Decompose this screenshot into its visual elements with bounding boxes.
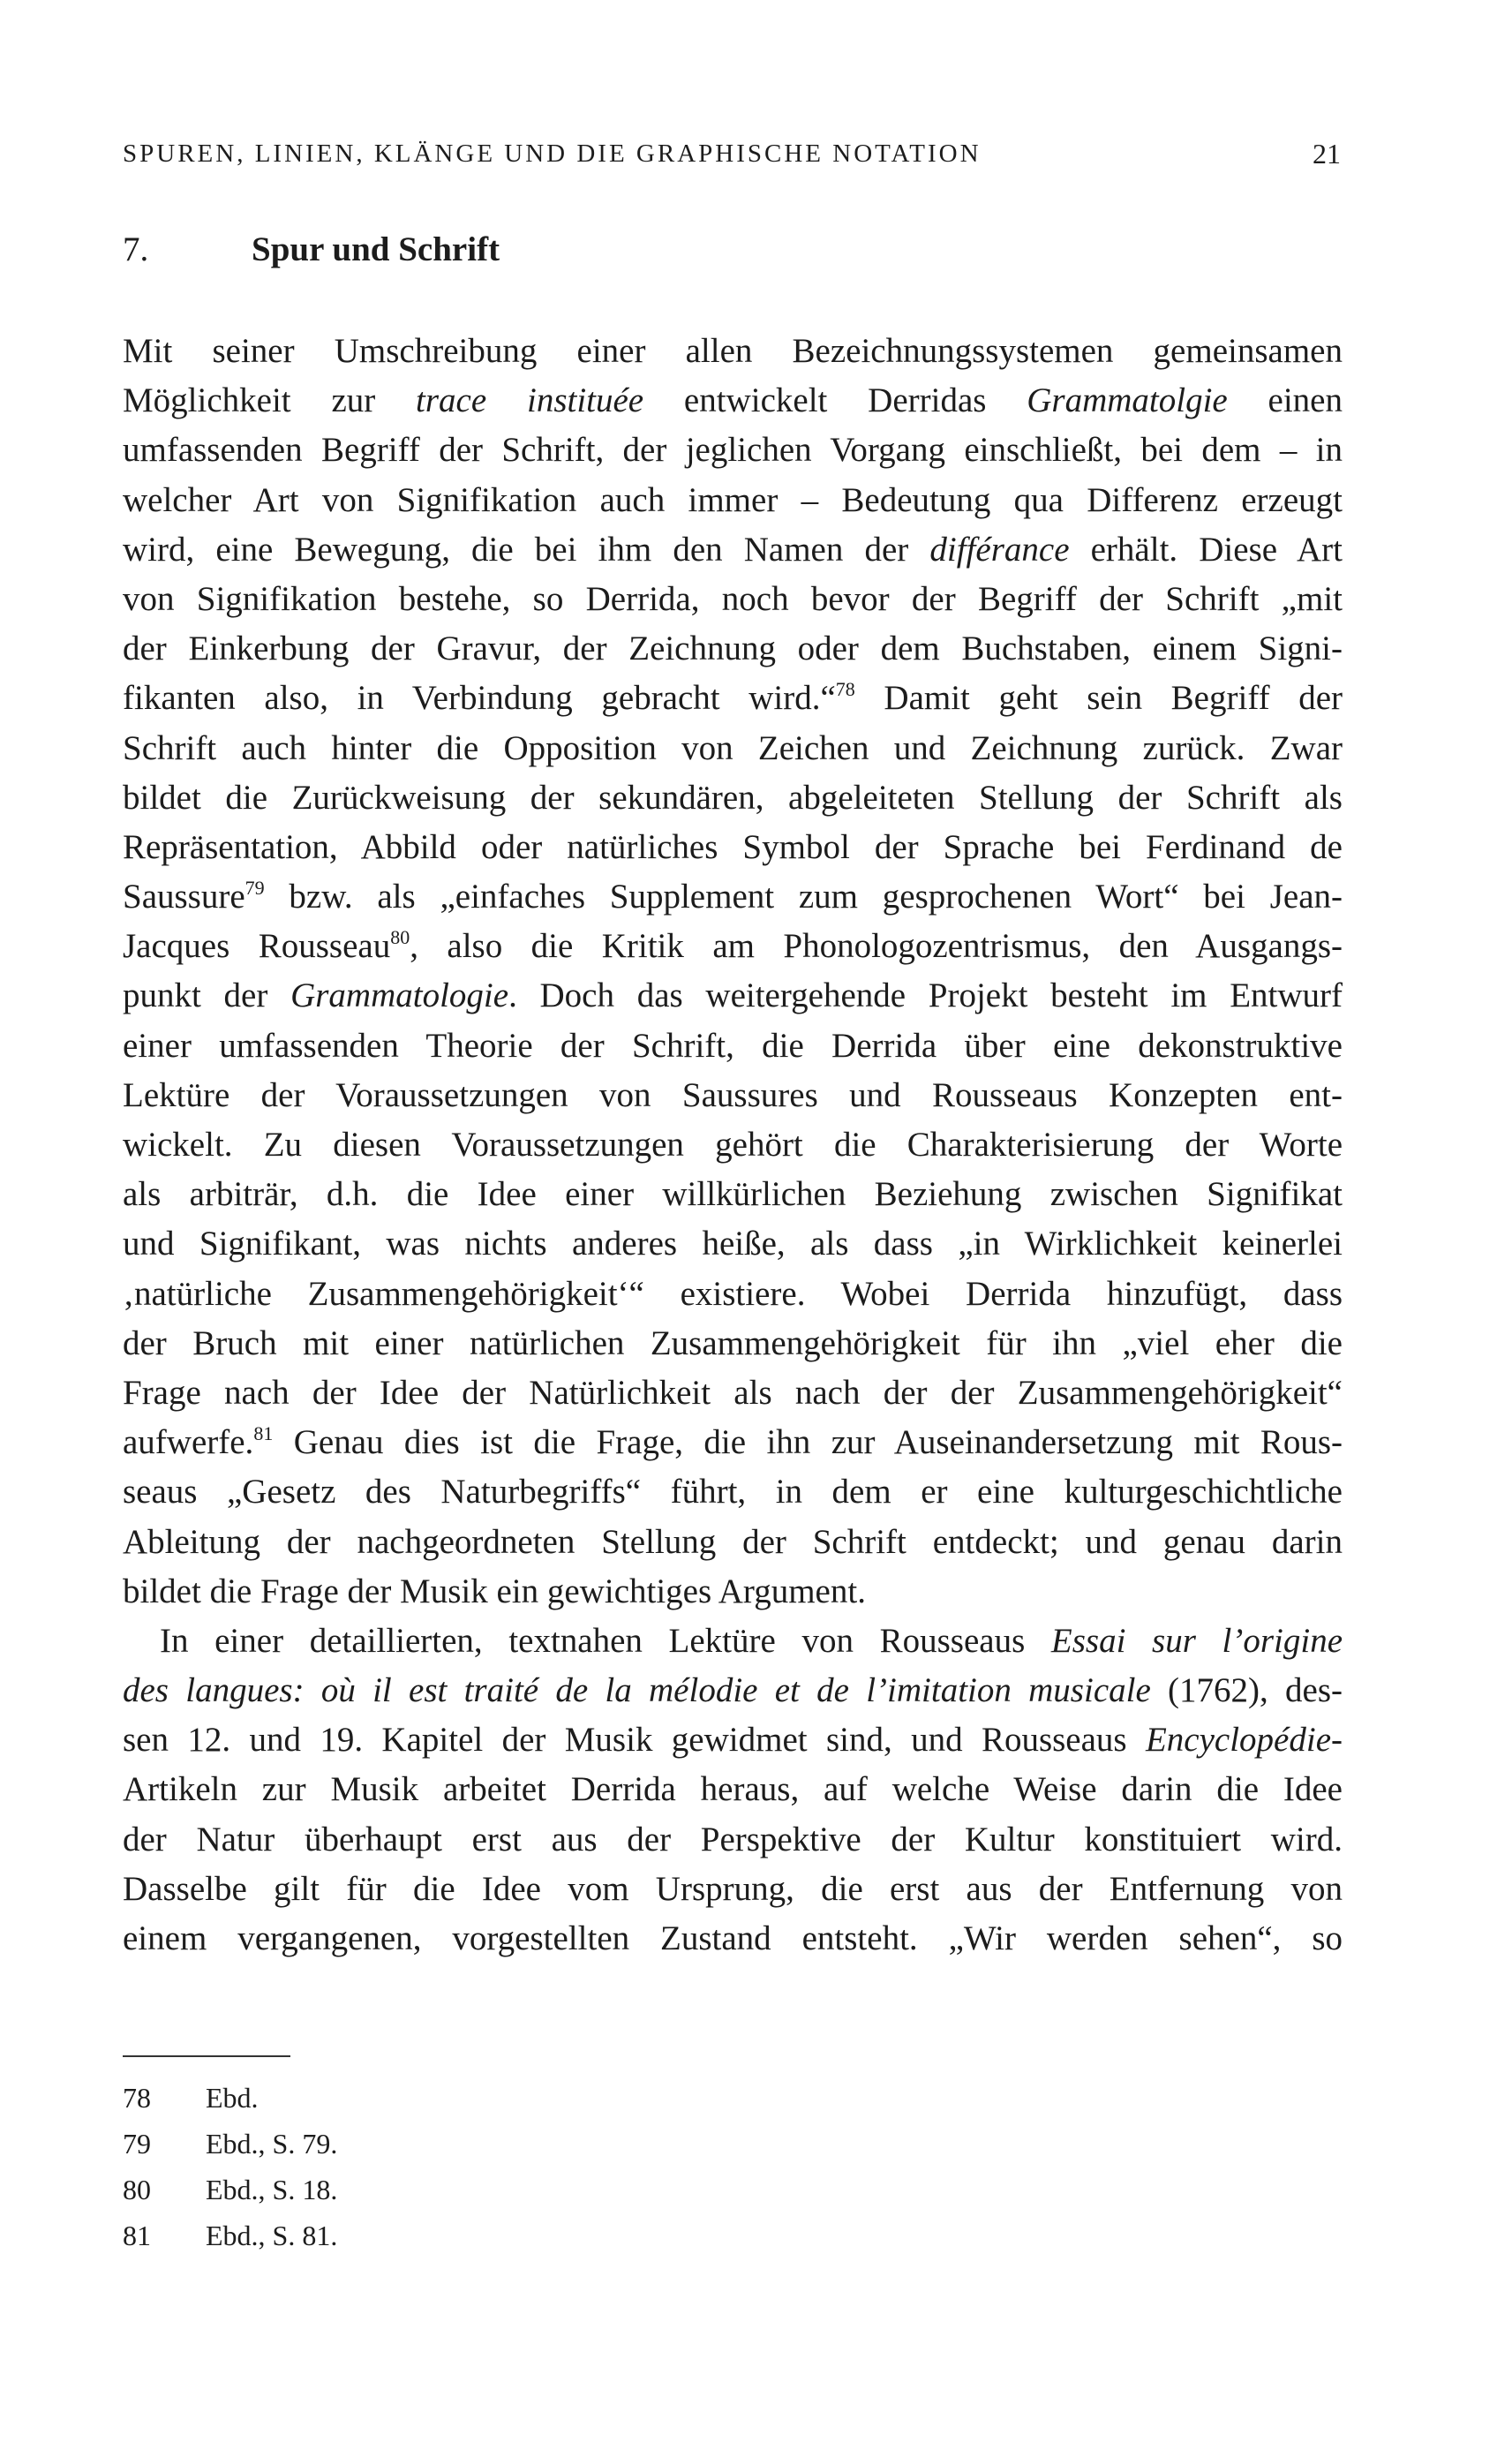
running-title: SPUREN, LINIEN, KLÄNGE UND DIE GRAPHISCHE NOTATION (123, 139, 982, 168)
italic-term: différance (929, 530, 1070, 569)
text-line (123, 1021, 1343, 1071)
text-run: entwickelt Derridas (643, 381, 1027, 420)
text-line (123, 1567, 1343, 1617)
italic-title: Grammatolgie (1027, 381, 1228, 420)
footnote-number: 78 (123, 2082, 151, 2114)
footnote-number: 81 (123, 2220, 151, 2251)
text-run: von Signifikation bestehe, so Derrida, noch bevor der Begriff der Schrift „mit (123, 579, 1343, 618)
text-line (123, 1170, 1343, 1219)
footnote-ref[interactable]: 80 (390, 926, 410, 949)
text-line (123, 971, 1343, 1021)
text-line (123, 1120, 1343, 1170)
footnote (123, 2213, 829, 2258)
page-number: 21 (1313, 138, 1341, 170)
text-run: Möglichkeit zur (123, 381, 417, 420)
text-run: Lektüre der Voraussetzungen von Saussures und Rousseaus Konzepten ent- (123, 1075, 1343, 1114)
text-run: sen 12. und 19. Kapitel der Musik gewidmet sind, und Rousseaus (123, 1721, 1146, 1760)
text-run: punkt der (123, 976, 291, 1015)
text-line (123, 525, 1343, 575)
text-run: . Doch das weitergehende Projekt besteht im Entwurf (508, 976, 1343, 1015)
section-heading (123, 223, 500, 276)
text-run: Mit seiner Umschreibung einer allen Bezeichnungssystemen gemeinsamen (123, 332, 1343, 370)
italic-term: trace instituée (416, 381, 644, 420)
text-run: ‚natürliche Zusammengehörigkeit‘“ existiere. Wobei Derrida hinzufügt, dass (123, 1274, 1343, 1313)
footnote-ref[interactable]: 81 (253, 1422, 274, 1445)
text-run: welcher Art von Signifikation auch immer – Bedeutung qua Differenz erzeugt (123, 480, 1343, 519)
text-run: bildet die Frage der Musik ein gewichtiges Argument. (123, 1572, 866, 1610)
text-run: Saussure (123, 878, 245, 916)
text-line (123, 1666, 1343, 1715)
text-line (123, 476, 1343, 525)
italic-title: des langues: où il est traité de la mélodie et de l’imitation musicale (123, 1671, 1151, 1710)
section-number: 7. (123, 230, 149, 268)
text-run: Jacques Rousseau (123, 927, 391, 966)
text-run: erhält. Diese Art (1069, 530, 1343, 569)
text-run: wird, eine Bewegung, die bei ihm den Namen der (123, 530, 930, 569)
text-line (123, 376, 1343, 426)
text-run: In einer detaillierten, textnahen Lektüre von Rousseaus (160, 1621, 1051, 1660)
text-line (123, 575, 1343, 624)
footnote-text: Ebd., S. 18. (206, 2174, 338, 2205)
text-line (123, 922, 1343, 971)
footnote-divider (123, 2055, 290, 2057)
text-line (123, 773, 1343, 823)
footnote-number: 80 (123, 2174, 151, 2205)
text-run: , also die Kritik am Phonologozentrismus, den Ausgangs- (410, 927, 1343, 966)
text-run: Dasselbe gilt für die Idee vom Ursprung, die erst aus der Entfernung von (123, 1869, 1343, 1908)
text-run: wickelt. Zu diesen Voraussetzungen gehört die Charakterisierung der Worte (123, 1126, 1343, 1164)
text-line (123, 1368, 1343, 1418)
italic-title: Encyclopédie- (1145, 1721, 1343, 1760)
body-text (123, 327, 1343, 1964)
text-run: umfassenden Begriff der Schrift, der jeglichen Vorgang einschließt, bei dem – in (123, 431, 1343, 470)
text-run: seaus „Gesetz des Naturbegriffs“ führt, in dem er eine kulturgeschichtliche (123, 1473, 1343, 1511)
text-line (123, 1617, 1343, 1666)
text-run: und Signifikant, was nichts anderes heiße, als dass „in Wirklichkeit keinerlei (123, 1225, 1343, 1263)
italic-title: Essai sur l’origine (1050, 1621, 1343, 1660)
text-run: einer umfassenden Theorie der Schrift, die Derrida über eine dekonstruktive (123, 1026, 1343, 1065)
text-run: Damit geht sein Begriff der (854, 679, 1343, 718)
text-line (123, 1319, 1343, 1368)
footnote (123, 2075, 829, 2121)
text-line (123, 1219, 1343, 1269)
text-run: Frage nach der Idee der Natürlichkeit als nach der der Zusammengehörigkeit“ (123, 1373, 1343, 1412)
footnote-number: 79 (123, 2128, 151, 2160)
italic-title: Grammatologie (290, 976, 509, 1015)
text-line (123, 426, 1343, 475)
text-run: Ableitung der nachgeordneten Stellung der Schrift entdeckt; und genau darin (123, 1522, 1343, 1561)
text-line (123, 1815, 1343, 1865)
text-run: der Bruch mit einer natürlichen Zusammengehörigkeit für ihn „viel eher die (123, 1323, 1343, 1362)
text-line (123, 327, 1343, 376)
footnote-ref[interactable]: 79 (244, 877, 265, 900)
text-run: Genau dies ist die Frage, die ihn zur Auseinandersetzung mit Rous- (273, 1423, 1343, 1462)
footnote-text: Ebd. (206, 2082, 259, 2114)
text-run: bildet die Zurückweisung der sekundären, abgeleiteten Stellung der Schrift als (123, 778, 1343, 817)
text-line (123, 1270, 1343, 1319)
text-run: der Natur überhaupt erst aus der Perspektive der Kultur konstituiert wird. (123, 1820, 1343, 1858)
text-run: als arbiträr, d.h. die Idee einer willkürlichen Beziehung zwischen Signifikat (123, 1175, 1343, 1214)
text-line (123, 1914, 1343, 1964)
text-line (123, 872, 1343, 922)
footnotes (123, 2075, 829, 2258)
text-run: fikanten also, in Verbindung gebracht wird.“ (123, 679, 836, 718)
footnote (123, 2121, 829, 2167)
text-line (123, 823, 1343, 872)
text-run: einem vergangenen, vorgestellten Zustand entsteht. „Wir werden sehen“, so (123, 1919, 1343, 1957)
footnote (123, 2167, 829, 2213)
footnote-ref[interactable]: 78 (835, 678, 855, 701)
text-line (123, 674, 1343, 723)
text-line (123, 1071, 1343, 1120)
text-run: Artikeln zur Musik arbeitet Derrida heraus, auf welche Weise darin die Idee (123, 1770, 1343, 1809)
footnote-text: Ebd., S. 81. (206, 2220, 338, 2251)
text-run: Schrift auch hinter die Opposition von Zeichen und Zeichnung zurück. Zwar (123, 728, 1343, 767)
text-run: bzw. als „einfaches Supplement zum gesprochenen Wort“ bei Jean- (264, 878, 1343, 916)
text-run: Repräsentation, Abbild oder natürliches Symbol der Sprache bei Ferdinand de (123, 827, 1343, 866)
footnote-text: Ebd., S. 79. (206, 2128, 338, 2160)
text-line (123, 1518, 1343, 1567)
text-run: (1762), des- (1150, 1671, 1343, 1710)
text-run: der Einkerbung der Gravur, der Zeichnung oder dem Buchstaben, einem Signi- (123, 629, 1343, 668)
text-line (123, 1765, 1343, 1814)
text-run: einen (1227, 381, 1343, 420)
section-title: Spur und Schrift (252, 230, 500, 268)
text-line (123, 1865, 1343, 1914)
text-line (123, 1467, 1343, 1517)
text-line (123, 724, 1343, 773)
text-run: aufwerfe. (123, 1423, 254, 1462)
running-head (123, 134, 1341, 173)
text-line (123, 1715, 1343, 1765)
text-line (123, 1418, 1343, 1467)
text-line (123, 624, 1343, 674)
